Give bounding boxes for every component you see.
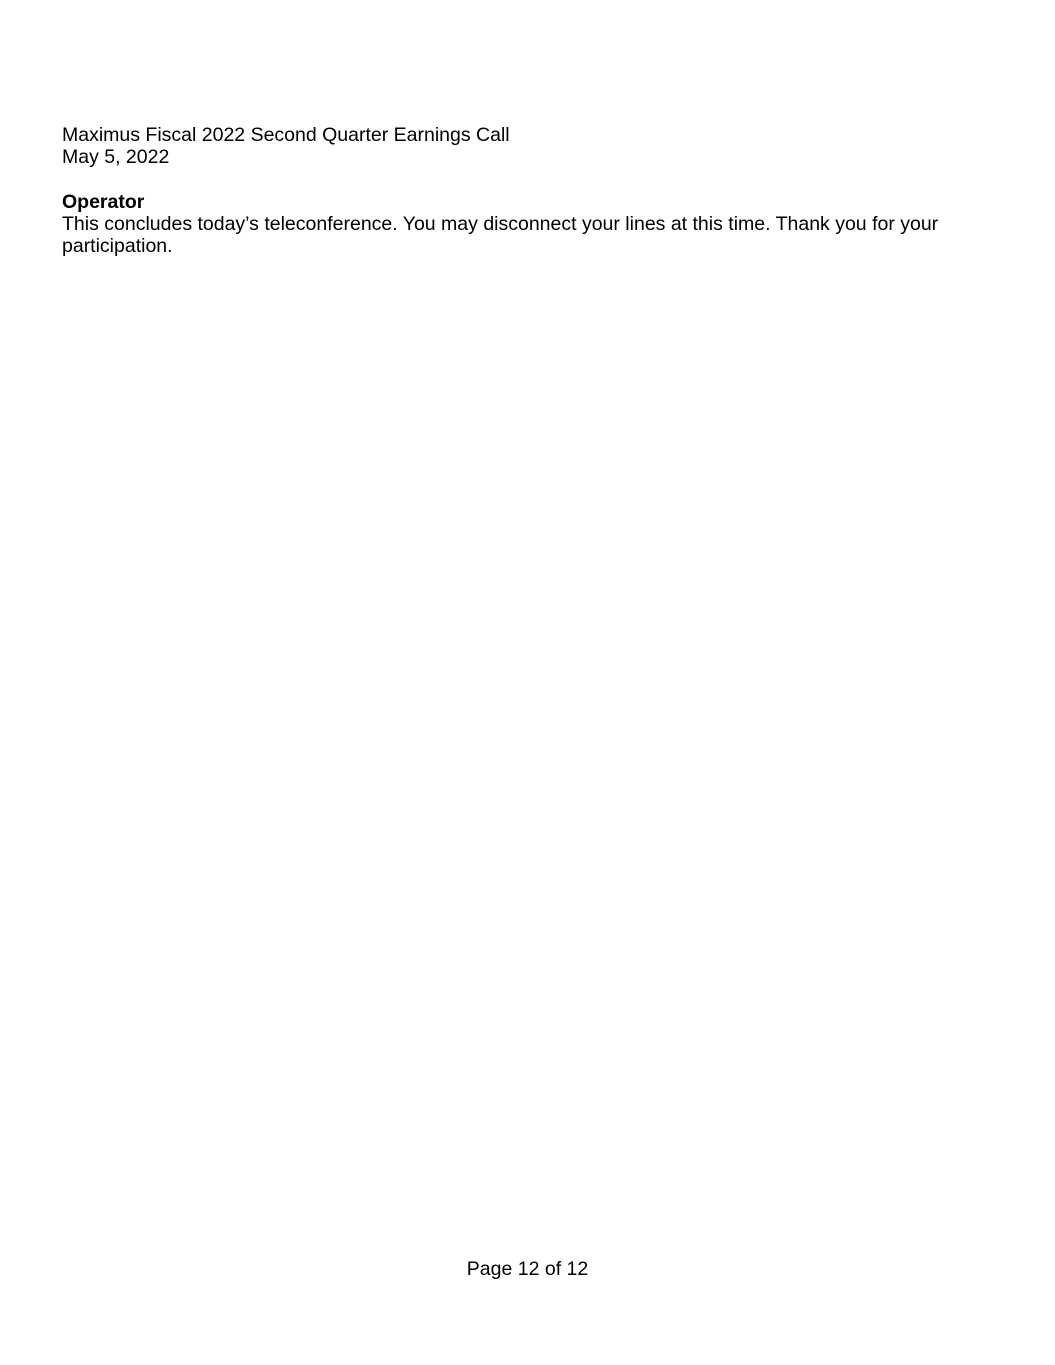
speaker-name: Operator [62, 191, 145, 213]
speaker-remarks: This concludes today’s teleconference. You may disconnect your lines at this time. Thank you for your participation. [62, 213, 939, 257]
document-header [62, 124, 962, 168]
page-number: Page 12 of 12 [466, 1258, 589, 1280]
call-date: May 5, 2022 [62, 146, 170, 168]
call-title: Maximus Fiscal 2022 Second Quarter Earnings Call [62, 124, 510, 146]
transcript-section [62, 191, 967, 257]
